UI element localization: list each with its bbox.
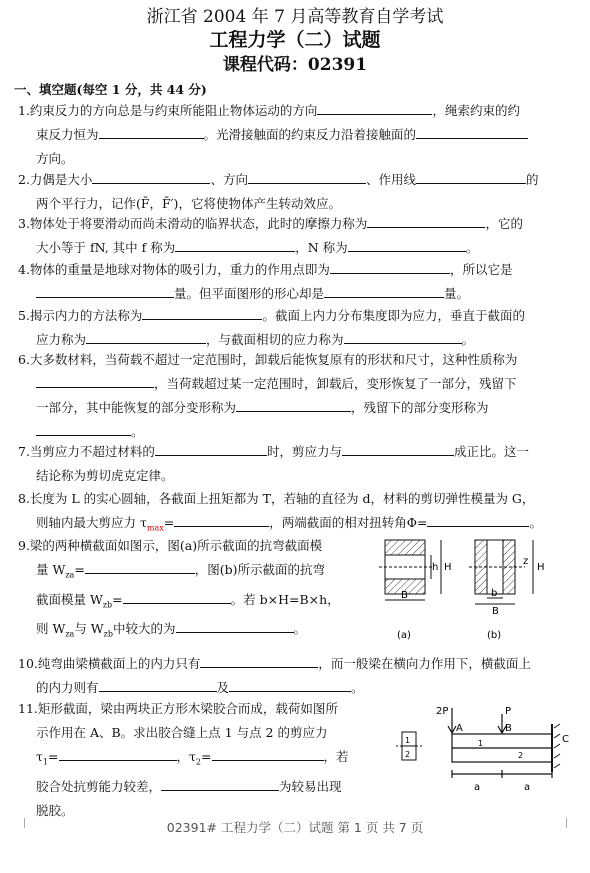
section-b [469, 540, 533, 604]
q10-text-a: 10.纯弯曲梁横截面上的内力只有 [18, 656, 201, 671]
q10-text-d: 及 [216, 680, 230, 695]
answer-blank[interactable] [161, 776, 279, 791]
q10-text-b: ，而一般梁在横向力作用下，横截面上 [318, 656, 531, 671]
q7-text-b: 时，剪应力与 [266, 444, 342, 459]
answer-blank[interactable] [142, 305, 262, 320]
q11-text-d: = [48, 749, 59, 764]
q1-text-b: ，绳索约束的约 [432, 103, 520, 118]
answer-blank[interactable] [367, 213, 485, 228]
answer-blank[interactable] [330, 259, 450, 274]
answer-blank[interactable] [212, 746, 324, 761]
answer-blank[interactable] [416, 169, 526, 184]
answer-blank[interactable] [348, 237, 466, 252]
label-h: h [432, 562, 439, 573]
q11-sub2: 2 [195, 757, 202, 767]
page-footer: 02391# 工程力学（二）试题 第 1 页 共 7 页 [166, 820, 424, 835]
q9-text-g: 。若 b×H=B×h， [230, 591, 340, 607]
q2-text-e: 两个平行力，记作(F̄，F̄′)，它将使物体产生转动效应。 [36, 196, 341, 211]
q11-text-i: 为较易出现 [279, 778, 342, 794]
q5-text-e: 。 [461, 332, 475, 347]
question-4 [18, 258, 573, 306]
q9-text-i: 与 W [74, 621, 104, 636]
beam-figure [378, 700, 578, 800]
beam-point-1: 1 [478, 739, 484, 748]
q5-text-d: ，与截面相切的应力称为 [206, 332, 344, 347]
answer-blank[interactable] [200, 653, 318, 668]
exam-title: 工程力学（二）试题 [209, 29, 381, 51]
q11-text-h: 胶合处抗剪能力较差， [36, 778, 162, 794]
q5-text-c: 应力称为 [36, 332, 87, 347]
label-H-b: H [537, 562, 545, 573]
q2-text-a: 2.力偶是大小 [18, 172, 93, 187]
q9-text-f: = [112, 591, 123, 607]
q4-text-c: 量。但平面图形的形心却是 [174, 286, 325, 301]
answer-blank[interactable] [342, 441, 454, 456]
q6-text-c: 一部分，其中能恢复的部分变形称为 [36, 400, 237, 415]
answer-blank[interactable] [248, 169, 366, 184]
answer-blank[interactable] [416, 124, 528, 139]
q10-text-e: 。 [351, 680, 364, 695]
answer-blank[interactable] [175, 237, 295, 252]
label-B-a: B [401, 590, 408, 601]
q1-text-a: 1.约束反力的方向总是与约束所能阻止物体运动的方向 [18, 103, 318, 118]
answer-blank[interactable] [59, 746, 177, 761]
answer-blank[interactable] [99, 124, 204, 139]
q8-sub: max [146, 523, 164, 533]
question-1 [18, 99, 573, 171]
q11-text-f: = [201, 749, 212, 764]
q7-text-d: 结论称为剪切虎克定律。 [36, 468, 174, 483]
q1-text-e: 方向。 [36, 151, 74, 166]
figure-b-caption: (b) [487, 630, 502, 641]
q9-text-j: 中较大的为 [112, 621, 176, 636]
q9-text-k: 。 [293, 621, 307, 636]
question-3 [18, 212, 573, 260]
answer-blank[interactable] [236, 397, 351, 412]
q9-sub2b: zb [103, 629, 113, 639]
question-2 [18, 168, 573, 216]
answer-blank[interactable] [86, 329, 206, 344]
question-7 [18, 440, 573, 488]
q1-text-c: 束反力恒为 [36, 127, 99, 142]
answer-blank[interactable] [36, 421, 131, 436]
q8-text-a: 8.长度为 L 的实心圆轴，各截面上扭矩都为 T，若轴的直径为 d，材料的剪切弹性模量为 G， [18, 491, 535, 506]
q2-text-c: 、作用线 [365, 172, 416, 187]
section-point-2: 2 [405, 750, 411, 759]
question-6 [18, 348, 573, 444]
label-B-b: B [492, 606, 499, 617]
q8-text-d: ，两端截面的相对扭转角Φ= [269, 515, 428, 530]
q2-text-d: 的 [525, 172, 539, 187]
q9-text-d: ，图(b)所示截面的抗弯 [194, 562, 326, 577]
q4-text-d: 量。 [444, 286, 470, 301]
answer-blank[interactable] [174, 512, 269, 527]
q9-text-h: 则 W [36, 621, 66, 636]
exam-header: 浙江省 2004 年 7 月高等教育自学考试 [146, 7, 444, 27]
answer-blank[interactable] [176, 618, 294, 633]
q3-text-b: ，它的 [485, 216, 523, 231]
point-A: A [456, 723, 463, 734]
answer-blank[interactable] [317, 100, 432, 115]
load-P: P [505, 706, 512, 717]
section-heading: 一、填空题(每空 1 分，共 44 分) [14, 82, 207, 97]
answer-blank[interactable] [229, 677, 351, 692]
answer-blank[interactable] [99, 677, 217, 692]
q5-text-a: 5.揭示内力的方法称为 [18, 308, 143, 323]
q1-text-d: 。光滑接触面的约束反力沿着接触面的 [203, 127, 417, 142]
label-z: z [523, 556, 529, 567]
question-11 [18, 697, 378, 823]
answer-blank[interactable] [36, 373, 154, 388]
q9-text-a: 9.梁的两种横截面如图示，图(a)所示截面的抗弯截面模 [18, 538, 323, 553]
question-9 [18, 534, 373, 647]
answer-blank[interactable] [155, 441, 267, 456]
label-H-a: H [444, 562, 452, 573]
q9-text-b: 量 W [36, 562, 66, 577]
q3-text-a: 3.物体处于将要滑动而尚未滑动的临界状态，此时的摩擦力称为 [18, 216, 368, 231]
q2-text-b: 、方向 [210, 172, 248, 187]
answer-blank[interactable] [324, 283, 444, 298]
q11-sub1: 1 [42, 757, 49, 767]
q11-text-g: ，若 [323, 749, 349, 764]
answer-blank[interactable] [427, 512, 529, 527]
section-point-1: 1 [405, 736, 411, 745]
q11-text-b: 示作用在 A、B。求出胶合缝上点 1 与点 2 的剪应力 [36, 725, 328, 740]
question-10 [18, 652, 573, 700]
beam-point-2: 2 [518, 751, 524, 760]
q6-text-b: ，当荷载超过某一定范围时，卸载后，变形恢复了一部分，残留下 [154, 376, 517, 391]
course-code: 课程代码：02391 [222, 55, 368, 75]
q9-sub1b: za [65, 629, 75, 639]
q11-text-j: 脱胶。 [36, 802, 74, 818]
answer-blank[interactable] [344, 329, 462, 344]
label-b: b [491, 588, 498, 599]
span-a-2: a [524, 782, 531, 793]
q9-text-e: 截面模量 W [36, 591, 103, 607]
answer-blank[interactable] [123, 589, 231, 604]
answer-blank[interactable] [36, 283, 174, 298]
q3-text-c: 大小等于 fN, 其中 f 称为 [36, 240, 176, 255]
q11-text-c: τ [36, 749, 43, 764]
span-a-1: a [474, 782, 481, 793]
figure-a-caption: (a) [397, 630, 411, 641]
q6-text-d: ，残留下的部分变形称为 [351, 400, 489, 415]
cantilever-beam [448, 708, 552, 778]
q9-sub1: za [65, 570, 75, 580]
question-5 [18, 304, 573, 352]
q9-sub2: zb [102, 600, 113, 609]
q11-text-a: 11.矩形截面，梁由两块正方形木梁胶合而成，载荷如图所 [18, 701, 338, 716]
q11-text-e: ，τ [176, 749, 196, 764]
q3-text-d: ，N 称为 [295, 240, 348, 255]
answer-blank[interactable] [92, 169, 210, 184]
q6-text-a: 6.大多数材料，当荷载不超过一定范围时，卸载后能恢复原有的形状和尺寸，这种性质称为 [18, 352, 518, 367]
support-C: C [562, 734, 569, 745]
q6-text-e: 。 [131, 424, 144, 439]
q5-text-b: 。截面上内力分布集度即为应力，垂直于截面的 [262, 308, 525, 323]
point-B: B [505, 723, 512, 734]
cross-section-figure [375, 528, 575, 648]
q4-text-a: 4.物体的重量是地球对物体的吸引力，重力的作用点即为 [18, 262, 330, 277]
q8-text-c: = [163, 515, 175, 530]
q8-text-e: 。 [529, 515, 542, 530]
q4-text-b: ，所以它是 [449, 262, 513, 277]
q10-text-c: 的内力则有 [36, 680, 99, 695]
answer-blank[interactable] [85, 559, 195, 574]
q3-text-e: 。 [465, 240, 479, 255]
q7-text-c: 成正比。这一 [453, 444, 529, 459]
q7-text-a: 7.当剪应力不超过材料的 [18, 444, 155, 459]
load-2P: 2P [436, 706, 449, 717]
q8-text-b: 则轴内最大剪应力 τ [36, 515, 147, 530]
q9-text-c: = [74, 562, 85, 577]
